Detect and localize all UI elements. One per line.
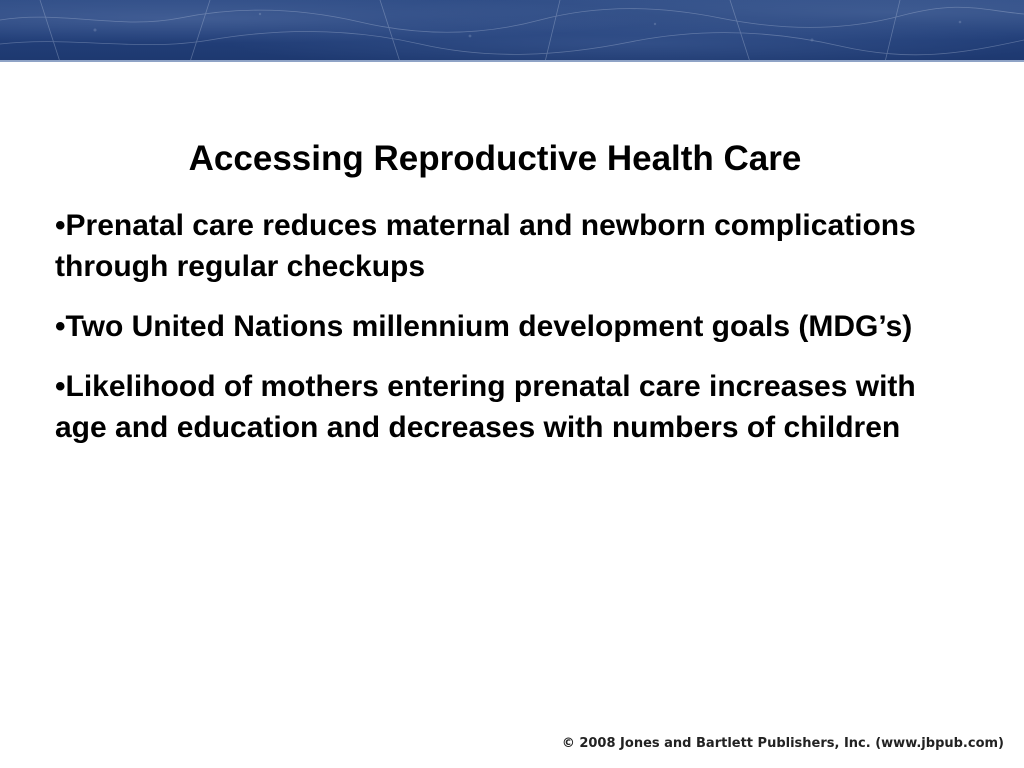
banner-edge-line: [0, 60, 1024, 62]
bullet-text: Likelihood of mothers entering prenatal care increases with age and education and decreases with numbers of children: [55, 370, 916, 444]
bullet-text: Two United Nations millennium development goals (MDG’s): [65, 310, 913, 343]
copyright-footer: © 2008 Jones and Bartlett Publishers, Inc. (www.jbpub.com): [561, 736, 1004, 751]
bullet-item: [55, 366, 955, 448]
bullet-item: [55, 306, 955, 347]
header-banner: [0, 0, 1024, 62]
bullet-list: [55, 205, 955, 467]
banner-map-texture: [0, 0, 1024, 62]
slide-title: Accessing Reproductive Health Care: [188, 139, 802, 178]
bullet-item: [55, 205, 955, 287]
bullet-marker: •: [55, 310, 66, 343]
bullet-text: Prenatal care reduces maternal and newborn complications through regular checkups: [55, 209, 916, 283]
bullet-marker: •: [55, 370, 66, 403]
bullet-marker: •: [55, 209, 66, 242]
